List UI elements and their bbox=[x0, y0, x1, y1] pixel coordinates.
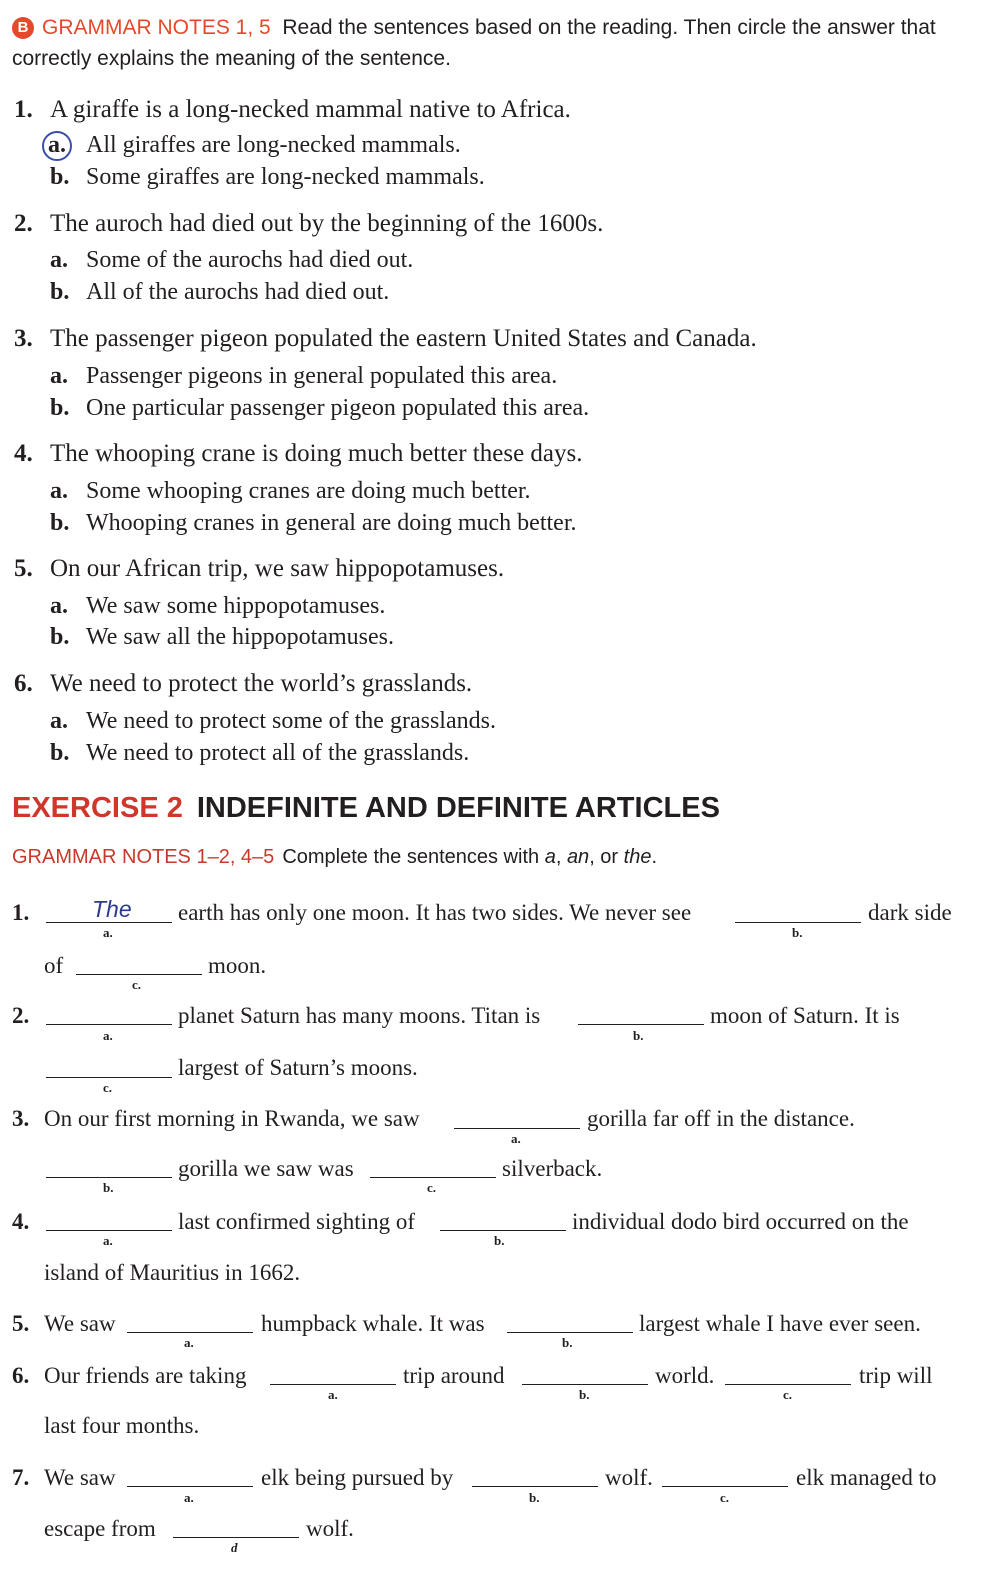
q7d-blank[interactable] bbox=[173, 1537, 299, 1538]
q4a-label: a. bbox=[103, 1233, 113, 1248]
q7a-label: a. bbox=[184, 1490, 194, 1505]
q5-text-2: largest whale I have ever seen. bbox=[639, 1311, 921, 1336]
q7-number: 7. bbox=[12, 1465, 30, 1490]
section-b-header bbox=[12, 12, 982, 74]
option-2b[interactable]: b. All of the aurochs had died out. bbox=[50, 279, 390, 305]
q6-text-2: world. bbox=[655, 1363, 715, 1388]
q1b-label: b. bbox=[792, 925, 803, 940]
q2-text-2: moon of Saturn. It is bbox=[710, 1003, 900, 1028]
q3-text-2: gorilla we saw was bbox=[178, 1156, 354, 1181]
option-4b[interactable]: b. Whooping cranes in general are doing much better. bbox=[50, 510, 577, 536]
q2a-label: a. bbox=[103, 1028, 113, 1043]
question-3: 3. The passenger pigeon populated the eastern United States and Canada. bbox=[14, 325, 757, 352]
q1a-label: a. bbox=[103, 925, 113, 940]
q2-number: 2. bbox=[12, 1003, 30, 1028]
q4-text-3: island of Mauritius in 1662. bbox=[44, 1260, 301, 1285]
q3a-blank[interactable] bbox=[454, 1128, 580, 1129]
q4-text-1: last confirmed sighting of bbox=[178, 1209, 415, 1234]
q5a-blank[interactable] bbox=[127, 1332, 253, 1333]
q3b-blank[interactable] bbox=[46, 1177, 172, 1178]
q5b-label: b. bbox=[562, 1335, 573, 1350]
option-6a[interactable]: a. We need to protect some of the grasslands. bbox=[50, 708, 496, 734]
q4a-blank[interactable] bbox=[46, 1230, 172, 1231]
q1a-answer: The bbox=[92, 896, 132, 922]
question-6: 6. We need to protect the world’s grasslands. bbox=[14, 670, 473, 697]
option-5a[interactable]: a. We saw some hippopotamuses. bbox=[50, 593, 386, 619]
q7a-blank[interactable] bbox=[127, 1486, 253, 1487]
q5b-blank[interactable] bbox=[507, 1332, 633, 1333]
option-3a[interactable]: a. Passenger pigeons in general populated this area. bbox=[50, 363, 558, 389]
q6-text-1: trip around bbox=[403, 1363, 505, 1388]
q1c-blank[interactable] bbox=[76, 974, 202, 975]
q1-text-4: moon. bbox=[208, 953, 267, 978]
q6a-label: a. bbox=[328, 1387, 338, 1402]
question-1: 1. A giraffe is a long-necked mammal native to Africa. bbox=[14, 96, 571, 123]
q6-text-4: last four months. bbox=[44, 1413, 200, 1438]
q7d-label: d bbox=[231, 1540, 238, 1555]
q3-number: 3. bbox=[12, 1106, 30, 1131]
section-badge: B bbox=[12, 17, 34, 39]
q7-text-3: elk managed to bbox=[796, 1465, 937, 1490]
q4-number: 4. bbox=[12, 1209, 30, 1234]
q6-text-3: trip will bbox=[859, 1363, 933, 1388]
q3-text-0: On our first morning in Rwanda, we saw bbox=[44, 1106, 420, 1131]
question-4: 4. The whooping crane is doing much better these days. bbox=[14, 440, 583, 467]
q1-text-2: dark side bbox=[868, 900, 952, 925]
q4b-label: b. bbox=[494, 1233, 505, 1248]
q6b-label: b. bbox=[579, 1387, 590, 1402]
q2-text-1: planet Saturn has many moons. Titan is bbox=[178, 1003, 541, 1028]
exercise-instruction: GRAMMAR NOTES 1–2, 4–5 Complete the sentences with a, an, or the. bbox=[12, 846, 658, 868]
q1a-blank[interactable] bbox=[46, 922, 172, 923]
grammar-notes-label: GRAMMAR NOTES 1, 5 bbox=[42, 16, 271, 39]
q5-text-0: We saw bbox=[44, 1311, 116, 1336]
q6-text-0: Our friends are taking bbox=[44, 1363, 247, 1388]
circled-answer: a. bbox=[42, 131, 72, 161]
q2c-label: c. bbox=[103, 1080, 113, 1095]
q7-text-1: elk being pursued by bbox=[261, 1465, 454, 1490]
q2b-blank[interactable] bbox=[578, 1024, 704, 1025]
q7-text-4: escape from bbox=[44, 1516, 156, 1541]
q6c-blank[interactable] bbox=[725, 1384, 851, 1385]
q3a-label: a. bbox=[511, 1131, 521, 1146]
q2b-label: b. bbox=[633, 1028, 644, 1043]
question-2: 2. The auroch had died out by the beginning of the 1600s. bbox=[14, 210, 604, 237]
q7-text-2: wolf. bbox=[605, 1465, 653, 1490]
q7c-blank[interactable] bbox=[662, 1486, 788, 1487]
option-1b[interactable]: b. Some giraffes are long-necked mammals. bbox=[50, 164, 485, 190]
option-2a[interactable]: a. Some of the aurochs had died out. bbox=[50, 247, 414, 273]
q7c-label: c. bbox=[720, 1490, 730, 1505]
q1c-label: c. bbox=[132, 977, 142, 992]
q4-text-2: individual dodo bird occurred on the bbox=[572, 1209, 909, 1234]
exercise-title: EXERCISE 2 INDEFINITE AND DEFINITE ARTICLES bbox=[12, 792, 720, 824]
q7-text-5: wolf. bbox=[306, 1516, 354, 1541]
q6c-label: c. bbox=[783, 1387, 793, 1402]
q1b-blank[interactable] bbox=[735, 922, 861, 923]
q1-number: 1. bbox=[12, 900, 30, 925]
q6b-blank[interactable] bbox=[522, 1384, 648, 1385]
question-5: 5. On our African trip, we saw hippopotamuses. bbox=[14, 555, 505, 582]
q7-text-0: We saw bbox=[44, 1465, 116, 1490]
instruction-text: Read the sentences based on the reading. Then circle the answer that correctly explains the meaning of the sentence. bbox=[12, 16, 936, 70]
q1-text-1: earth has only one moon. It has two sides. We never see bbox=[178, 900, 692, 925]
q5a-label: a. bbox=[184, 1335, 194, 1350]
q6a-blank[interactable] bbox=[270, 1384, 396, 1385]
q5-number: 5. bbox=[12, 1311, 30, 1336]
q7b-label: b. bbox=[529, 1490, 540, 1505]
q3c-blank[interactable] bbox=[370, 1177, 496, 1178]
q4b-blank[interactable] bbox=[440, 1230, 566, 1231]
q3-text-1: gorilla far off in the distance. bbox=[587, 1106, 855, 1131]
q5-text-1: humpback whale. It was bbox=[261, 1311, 485, 1336]
q3-text-3: silverback. bbox=[502, 1156, 603, 1181]
q1-text-3: of bbox=[44, 953, 64, 978]
q2a-blank[interactable] bbox=[46, 1024, 172, 1025]
option-4a[interactable]: a. Some whooping cranes are doing much better. bbox=[50, 478, 531, 504]
option-3b[interactable]: b. One particular passenger pigeon populated this area. bbox=[50, 395, 590, 421]
q3b-label: b. bbox=[103, 1180, 114, 1195]
option-1a[interactable]: a. All giraffes are long-necked mammals. bbox=[50, 130, 461, 161]
q2-text-3: largest of Saturn’s moons. bbox=[178, 1055, 418, 1080]
option-6b[interactable]: b. We need to protect all of the grasslands. bbox=[50, 740, 470, 766]
option-5b[interactable]: b. We saw all the hippopotamuses. bbox=[50, 624, 395, 650]
q3c-label: c. bbox=[427, 1180, 437, 1195]
q6-number: 6. bbox=[12, 1363, 30, 1388]
q2c-blank[interactable] bbox=[46, 1077, 172, 1078]
q7b-blank[interactable] bbox=[472, 1486, 598, 1487]
